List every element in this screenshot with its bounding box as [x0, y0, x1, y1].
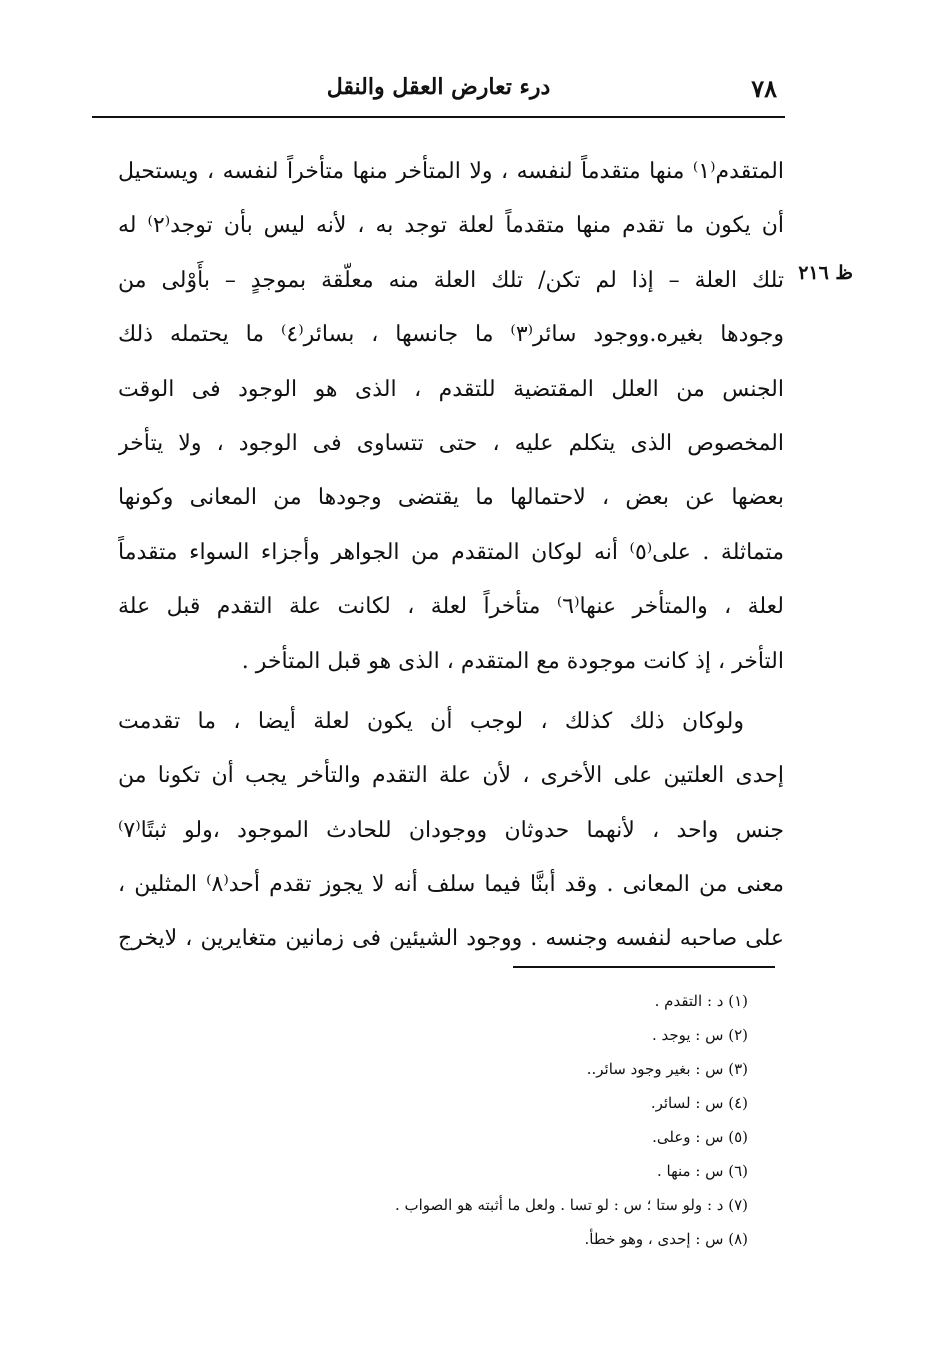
- footnote: (٥) س : وعلى.: [652, 1128, 748, 1146]
- body-line: معنى من المعانى . وقد أبنَّا فيما سلف أنه لا يجوز تقدم أحد⁽٨⁾ المثلين ،: [118, 872, 784, 898]
- body-line: الجنس من العلل المقتضية للتقدم ، الذى هو الوجود فى الوقت: [118, 376, 784, 402]
- page-number: ٧٨: [751, 74, 777, 103]
- body-line: جنس واحد ، لأنهما حدوثان ووجودان للحادث الموجود ،ولو ثبتًا⁽٧⁾: [118, 817, 784, 843]
- footnote: (٤) س : لسائر.: [650, 1094, 748, 1112]
- page-header: [92, 72, 785, 112]
- footnote: (٧) د : ولو ستا ؛ س : لو تسا . ولعل ما أثبته هو الصواب .: [394, 1196, 748, 1214]
- footnote: (١) د : التقدم .: [654, 992, 748, 1010]
- running-title: درء تعارض العقل والنقل: [326, 74, 551, 100]
- header-rule: [92, 116, 785, 118]
- footnotes: [300, 984, 748, 1256]
- body-line: متماثلة . على⁽٥⁾ أنه لوكان المتقدم من الجواهر وأجزاء السواء متقدماً: [118, 539, 784, 565]
- footnote: (٨) س : إحدى ، وهو خطأ.: [584, 1230, 748, 1248]
- footnote: (٣) س : بغير وجود سائر..: [586, 1060, 748, 1078]
- margin-folio-note: ظ ٢١٦: [798, 262, 853, 284]
- body-line: وجودها بغيره.ووجود سائر⁽٣⁾ ما جانسها ، بسائر⁽٤⁾ ما يحتمله ذلك: [118, 322, 784, 348]
- body-line: لعلة ، والمتأخر عنها⁽٦⁾ متأخراً لعلة ، لكانت علة التقدم قبل علة: [118, 594, 784, 620]
- footnote: (٦) س : منها .: [656, 1162, 748, 1180]
- body-line: إحدى العلتين على الأخرى ، لأن علة التقدم والتأخر يجب أن تكونا من: [118, 763, 784, 789]
- paragraph-end-line: التأخر ، إذ كانت موجودة مع المتقدم ، الذى هو قبل المتأخر .: [241, 648, 784, 674]
- body-line: على صاحبه لنفسه وجنسه . ووجود الشيئين فى زمانين متغايرين ، لايخرج: [118, 926, 784, 952]
- body-line: المتقدم⁽١⁾ منها متقدماً لنفسه ، ولا المتأخر منها متأخراً لنفسه ، ويستحيل: [118, 159, 784, 184]
- footnote: (٢) س : يوجد .: [651, 1026, 748, 1044]
- paragraph-start-line: ولوكان ذلك كذلك ، لوجب أن يكون لعلة أيضا ، ما تقدمت: [118, 708, 744, 734]
- body-line: أن يكون ما تقدم منها متقدماً لعلة توجد به ، لأنه ليس بأن توجد⁽٢⁾ له: [118, 213, 784, 239]
- footnote-rule: [513, 966, 775, 968]
- body-text: [118, 145, 784, 967]
- body-line: تلك العلة – إذا لم تكن/ تلك العلة منه معلّقة بموجدٍ – بأَوْلى من: [118, 267, 784, 293]
- body-line: بعضها عن بعض ، لاحتمالها ما يقتضى وجودها من المعانى وكونها: [118, 485, 784, 511]
- body-line: المخصوص الذى يتكلم عليه ، حتى تتساوى فى الوجود ، ولا يتأخر: [118, 430, 784, 456]
